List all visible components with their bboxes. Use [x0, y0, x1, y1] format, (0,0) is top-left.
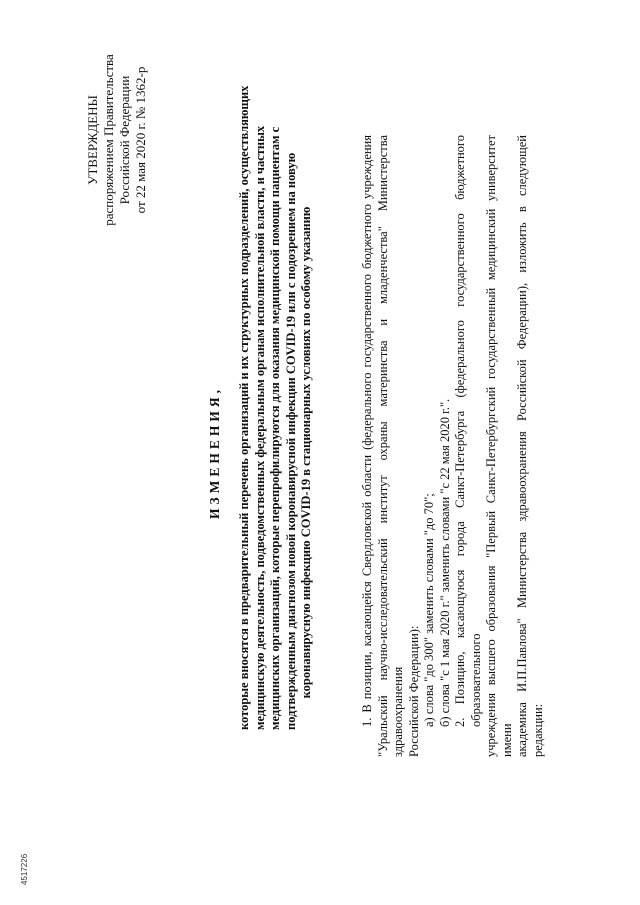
body-line-2: "Уральский научно-исследовательский институт охраны материнства и младенчества" Министерства здравоохранения	[375, 135, 405, 757]
approved-line-4: от 22 мая 2020 г. № 1362-р	[133, 66, 148, 214]
document-title: ИЗМЕНЕНИЯ,	[207, 386, 222, 520]
subtitle-line-4: подтвержденным диагнозом новой коронавирусной инфекции COVID-19 или с подозрением на новую	[283, 152, 298, 730]
subtitle-line-1: которые вносятся в предварительный перечень организаций и их структурных подразделений, осуществляющих	[237, 85, 251, 730]
body-line-4: а) слова "до 300" заменить словами "до 70";	[422, 493, 436, 727]
body-line-9: редакции:	[530, 703, 545, 757]
approval-stamp	[85, 45, 149, 235]
subtitle-line-3: медицинских организаций, которые перепрофилируются для оказания медицинской помощи пациентам с	[268, 126, 282, 730]
body-line-5: б) слова "с 1 мая 2020 г." заменить словами "с 22 мая 2020 г.".	[437, 398, 452, 727]
body-line-1: 1. В позиции, касающейся Свердловской области (федерального государственного бюджетного учреждения	[360, 135, 374, 727]
body-line-7: учреждения высшего образования "Первый Санкт-Петербургский государственный медицинский университет имени	[484, 135, 514, 757]
body-line-8: академика И.П.Павлова" Министерства здравоохранения Российской Федерации), изложить в следующей	[515, 135, 529, 757]
document-body	[360, 135, 546, 757]
approved-title: УТВЕРЖДЕНЫ	[85, 95, 100, 185]
document-subtitle	[237, 85, 315, 730]
document-code: 4517226	[20, 853, 29, 885]
subtitle-line-5: коронавирусную инфекцию COVID-19 в стационарных условиях по особому указанию	[299, 206, 313, 699]
body-line-6: 2. Позицию, касающуюся города Санкт-Петербурга (федерального государственного бюджетного образовательного	[453, 135, 483, 727]
approved-line-3: Российской Федерации	[117, 75, 132, 205]
subtitle-line-2: медицинскую деятельность, подведомственных федеральным органам исполнительной власти, и частных	[252, 125, 267, 730]
body-line-3: Российской Федерации):	[406, 625, 421, 757]
approved-line-2: распоряжением Правительства	[101, 54, 116, 226]
